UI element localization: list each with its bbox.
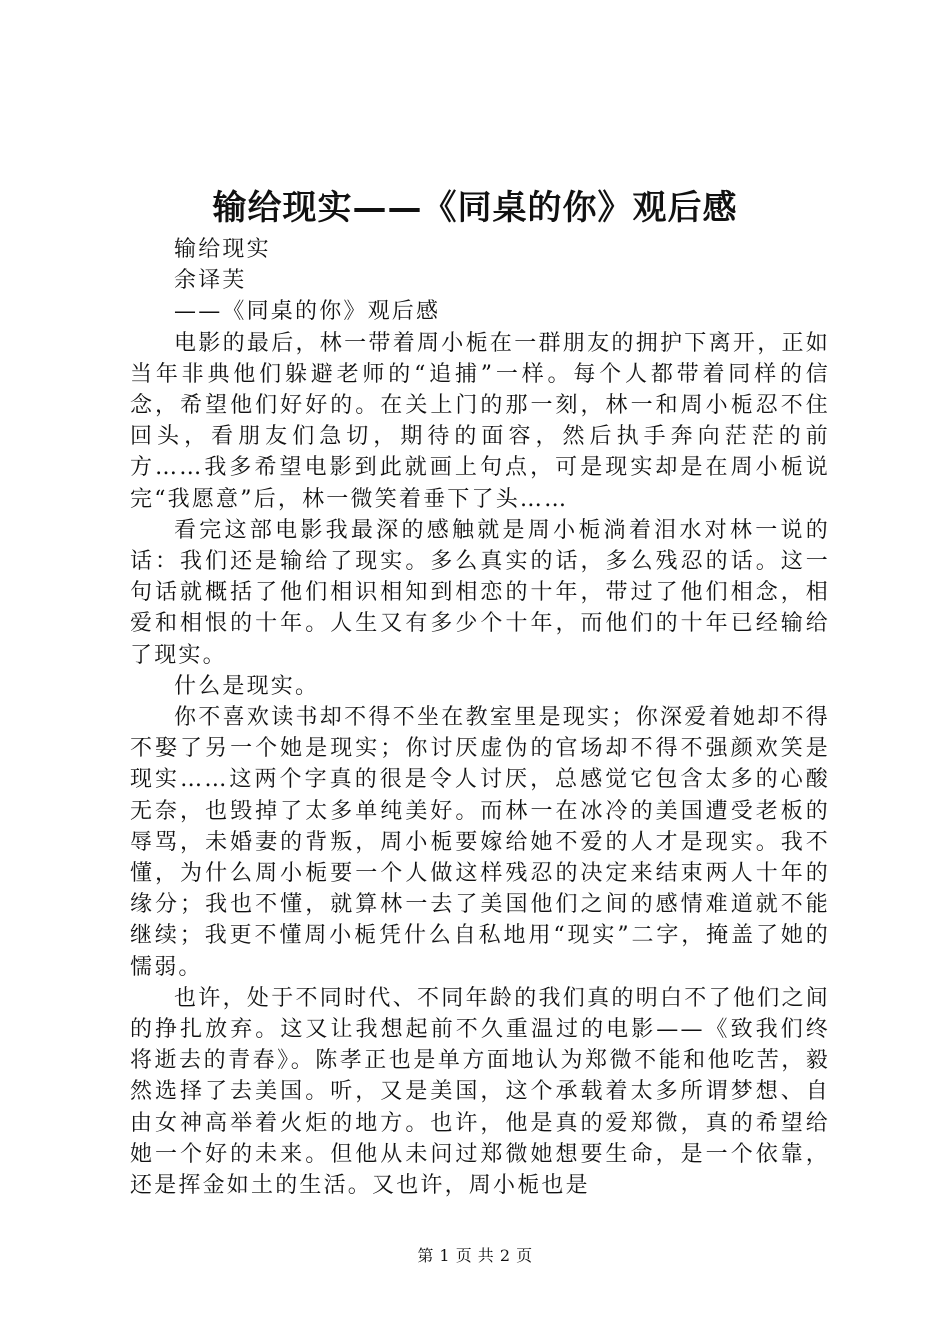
- document-title: 输给现实——《同桌的你》观后感: [212, 188, 738, 228]
- subtitle-line: 输给现实: [174, 237, 271, 262]
- body-paragraph: 什么是现实。: [174, 673, 320, 699]
- page-footer: 第 1 页 共 2 页: [417, 1246, 533, 1265]
- body-paragraph: 电影的最后，林一带着周小栀在一群朋友的拥护下离开，正如当年非典他们躲避老师的“追捕”一样。每个人都带着同样的信念，希望他们好好的。在关上门的那一刻，林一和周小栀忍不住回头，看朋友们急切，期待的面容，然后执手奔向茫茫的前方……我多希望电影到此就画上句点，可是现实却是在周小栀说完“我愿意”后，林一微笑着垂下了头……: [130, 330, 830, 512]
- body-paragraph: 你不喜欢读书却不得不坐在教室里是现实；你深爱着她却不得不娶了另一个她是现实；你讨厌虚伪的官场却不得不强颜欢笑是现实……这两个字真的很是令人讨厌，总感觉它包含太多的心酸无奈，也毁掉了太多单纯美好。而林一在冰冷的美国遭受老板的辱骂，未婚妻的背叛，周小栀要嫁给她不爱的人才是现实。我不懂，为什么周小栀要一个人做这样残忍的决定来结束两人十年的缘分；我也不懂，就算林一去了美国他们之间的感情难道就不能继续；我更不懂周小栀凭什么自私地用“现实”二字，掩盖了她的懦弱。: [130, 705, 830, 980]
- subtitle-line: ——《同桌的你》观后感: [174, 299, 441, 325]
- document-body: [130, 234, 830, 1201]
- author-line: 余译芙: [174, 268, 247, 294]
- body-paragraph: 也许，处于不同时代、不同年龄的我们真的明白不了他们之间的挣扎放弃。这又让我想起前不久重温过的电影——《致我们终将逝去的青春》。陈孝正也是单方面地认为郑微不能和他吃苦，毅然选择了去美国。听，又是美国，这个承载着太多所谓梦想、自由女神高举着火炬的地方。也许，他是真的爱郑微，真的希望给她一个好的未来。但他从未问过郑微她想要生命，是一个依靠，还是挥金如土的生活。又也许，周小栀也是: [130, 985, 830, 1199]
- body-paragraph: 看完这部电影我最深的感触就是周小栀淌着泪水对林一说的话：我们还是输给了现实。多么真实的话，多么残忍的话。这一句话就概括了他们相识相知到相恋的十年，带过了他们相念，相爱和相恨的十年。人生又有多少个十年，而他们的十年已经输给了现实。: [130, 517, 830, 668]
